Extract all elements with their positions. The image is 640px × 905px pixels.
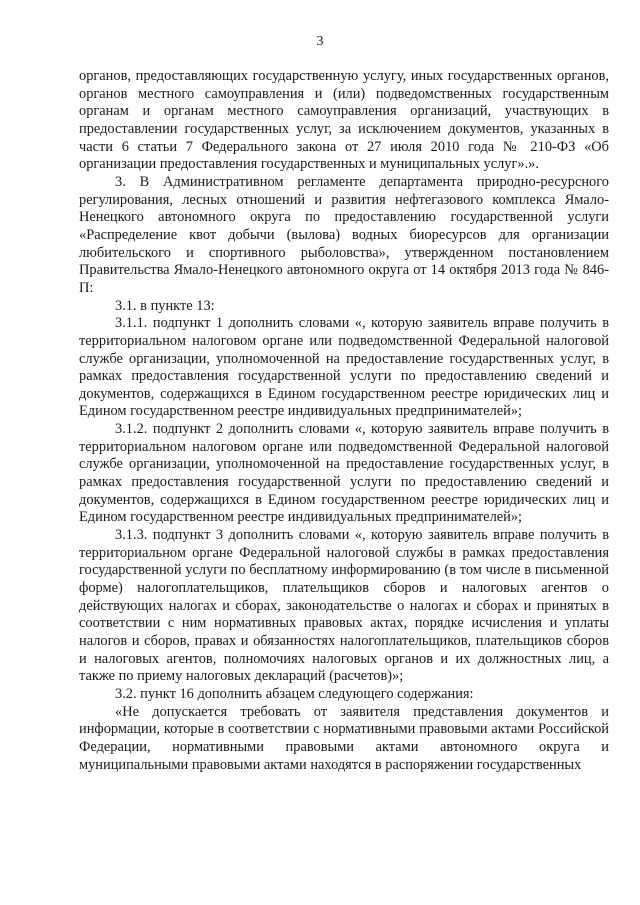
paragraph-item-3-1-2: 3.1.2. подпункт 2 дополнить словами «, которую заявитель вправе получить в территориальном налоговом органе или подведомственной Федеральной налоговой службе организации, уполномоченной на предоставление государственных услуг, в рамках предоставления государственной услуги по предоставлению сведений и документов, содержащихся в Едином государственном реестре юридических лиц и Едином государственном реестре индивидуальных предпринимателей»; (79, 421, 609, 526)
paragraph-item-3-1: 3.1. в пункте 13: (115, 297, 215, 314)
paragraph-continuation: органов, предоставляющих государственную услугу, иных государственных органов, органов местного самоуправления и (или) подведомственных государственным органам и органам местного самоуправления организаций, участвующих в предоставлении государственных услуг, за исключением документов, указанных в части 6 статьи 7 Федерального закона от 27 июля 2010 года № 210-ФЗ «Об организации предоставления государственных и муниципальных услуг».». (79, 68, 609, 173)
document-body (79, 68, 609, 774)
paragraph-item-3: 3. В Административном регламенте департамента природно-ресурсного регулирования, лесных отношений и развития нефтегазового комплекса Ямало-Ненецкого автономного округа по предоставлению государственной услуги «Распределение квот добычи (вылова) водных биоресурсов для организации любительского и спортивного рыболовства», утвержденном постановлением Правительства Ямало-Ненецкого автономного округа от 14 октября 2013 года № 846-П: (79, 173, 609, 296)
page-number: 3 (316, 34, 324, 49)
paragraph-item-3-2: 3.2. пункт 16 дополнить абзацем следующего содержания: (115, 685, 474, 702)
paragraph-quote: «Не допускается требовать от заявителя представления документов и информации, которые в соответствии с нормативными правовыми актами Российской Федерации, нормативными правовыми актами автономного округа и муниципальными правовыми актами находятся в распоряжении государственных (79, 703, 609, 773)
paragraph-item-3-1-1: 3.1.1. подпункт 1 дополнить словами «, которую заявитель вправе получить в территориальном налоговом органе или подведомственной Федеральной налоговой службе организации, уполномоченной на предоставление государственных услуг, в рамках предоставления государственной услуги по предоставлению сведений и документов, содержащихся в Едином государственном реестре юридических лиц и Едином государственном реестре индивидуальных предпринимателей»; (79, 315, 609, 420)
paragraph-item-3-1-3: 3.1.3. подпункт 3 дополнить словами «, которую заявитель вправе получить в территориальном органе Федеральной налоговой службы в рамках предоставления государственной услуги по бесплатному информированию (в том числе в письменной форме) налогоплательщиков, плательщиков сборов и налоговых агентов о действующих налогах и сборах, законодательстве о налогах и сборах и принятых в соответствии с ним нормативных правовых актах, порядке исчисления и уплаты налогов и сборов, правах и обязанностях налогоплательщиков, плательщиков сборов и налоговых агентов, полномочиях налоговых органов и их должностных лиц, а также по приему налоговых деклараций (расчетов)»; (79, 527, 609, 685)
